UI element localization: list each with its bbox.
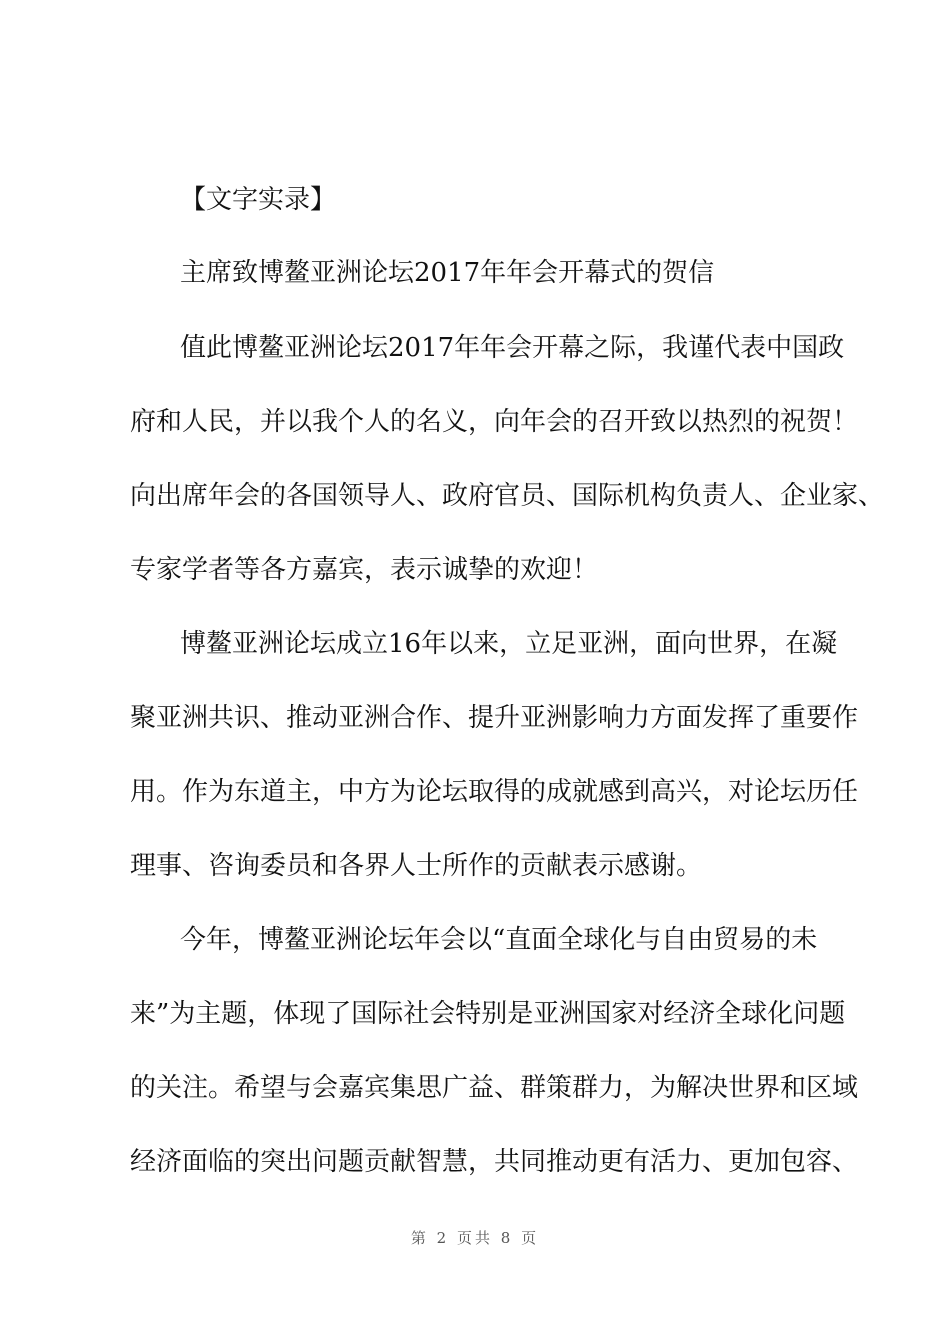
paragraph-line: 用。作为东道主，中方为论坛取得的成就感到高兴，对论坛历任 — [130, 777, 859, 807]
paragraph-line: 聚亚洲共识、推动亚洲合作、提升亚洲影响力方面发挥了重要作 — [130, 703, 859, 733]
paragraph-line: 向出席年会的各国领导人、政府官员、国际机构负责人、企业家、 — [130, 481, 885, 511]
paragraph-line: 博鳌亚洲论坛成立16年以来，立足亚洲，面向世界，在凝 — [180, 629, 838, 659]
paragraph-line: 今年，博鳌亚洲论坛年会以“直面全球化与自由贸易的未 — [180, 925, 818, 955]
paragraph-line: 来”为主题，体现了国际社会特别是亚洲国家对经济全球化问题 — [130, 999, 846, 1029]
document-title: 主席致博鳌亚洲论坛2017年年会开幕式的贺信 — [180, 258, 715, 288]
paragraph-line: 专家学者等各方嘉宾，表示诚挚的欢迎！ — [130, 555, 599, 585]
paragraph-line: 理事、咨询委员和各界人士所作的贡献表示感谢。 — [130, 851, 703, 881]
section-label: 【文字实录】 — [180, 185, 337, 215]
paragraph-line: 府和人民，并以我个人的名义，向年会的召开致以热烈的祝贺！ — [130, 407, 859, 437]
paragraph-line: 经济面临的突出问题贡献智慧，共同推动更有活力、更加包容、 — [130, 1147, 859, 1177]
page-number-footer: 第 2 页共 8 页 — [410, 1229, 540, 1247]
paragraph-line: 的关注。希望与会嘉宾集思广益、群策群力，为解决世界和区域 — [130, 1073, 859, 1103]
paragraph-line: 值此博鳌亚洲论坛2017年年会开幕之际，我谨代表中国政 — [180, 333, 845, 363]
